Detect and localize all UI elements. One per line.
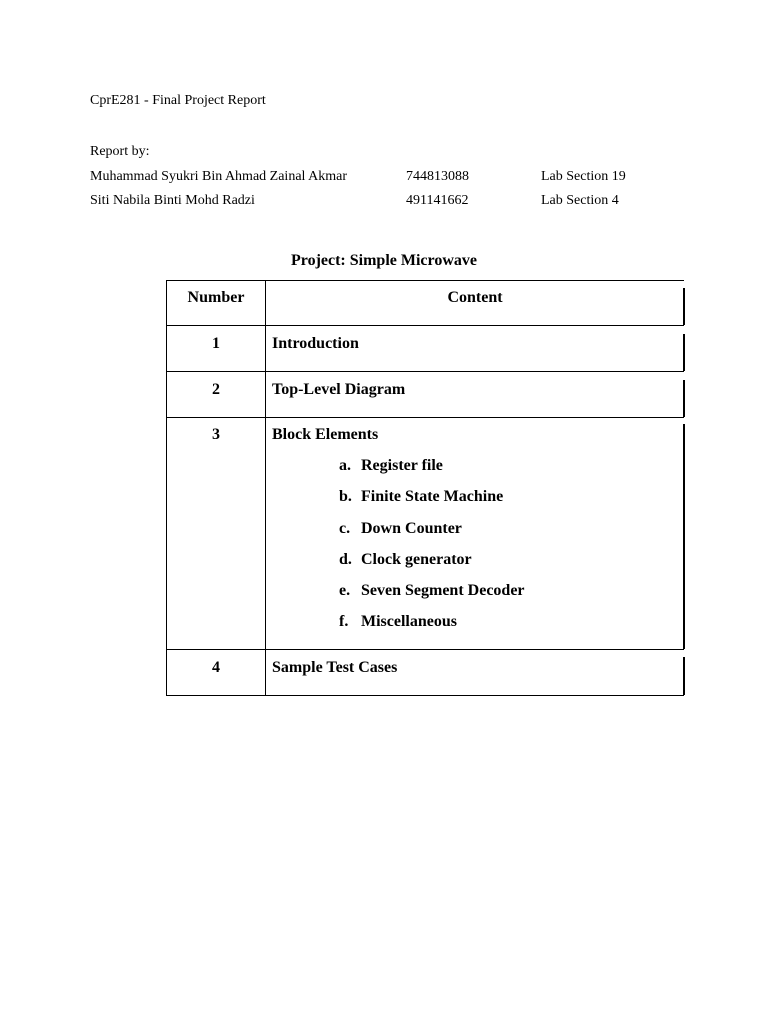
report-by-label: Report by: bbox=[90, 144, 150, 159]
table-rule bbox=[166, 325, 684, 326]
sub-item-text: Finite State Machine bbox=[361, 488, 504, 505]
row-content: Top-Level Diagram bbox=[272, 381, 406, 398]
author-lab-section: Lab Section 4 bbox=[541, 193, 619, 208]
table-rule bbox=[166, 280, 684, 281]
table-rule bbox=[166, 417, 684, 418]
table-rule bbox=[683, 657, 685, 695]
sub-item bbox=[339, 612, 457, 632]
content-column-header: Content bbox=[447, 289, 503, 306]
sub-item bbox=[339, 550, 472, 570]
sub-item bbox=[339, 581, 525, 601]
author-lab-section: Lab Section 19 bbox=[541, 169, 626, 184]
sub-item-letter: c. bbox=[339, 520, 351, 537]
contents-table bbox=[166, 280, 685, 696]
sub-item-letter: e. bbox=[339, 582, 351, 599]
row-number: 4 bbox=[212, 659, 220, 676]
table-rule bbox=[683, 334, 685, 371]
sub-item bbox=[339, 487, 503, 507]
sub-item-text: Seven Segment Decoder bbox=[361, 582, 525, 599]
sub-item-letter: f. bbox=[339, 613, 349, 630]
table-rule bbox=[683, 424, 685, 649]
row-content: Block Elements bbox=[272, 426, 379, 443]
table-rule bbox=[166, 649, 684, 650]
author-id: 491141662 bbox=[406, 193, 469, 208]
table-rule bbox=[166, 695, 684, 696]
number-column-header: Number bbox=[187, 289, 245, 306]
table-rule bbox=[166, 371, 684, 372]
sub-item-text: Down Counter bbox=[361, 520, 462, 537]
row-content: Introduction bbox=[272, 335, 359, 352]
row-number: 3 bbox=[212, 426, 220, 443]
row-number: 1 bbox=[212, 335, 220, 352]
sub-item bbox=[339, 519, 462, 539]
row-number: 2 bbox=[212, 381, 220, 398]
sub-item-text: Clock generator bbox=[361, 551, 472, 568]
table-rule bbox=[683, 380, 685, 417]
sub-item-text: Miscellaneous bbox=[361, 613, 457, 630]
author-id: 744813088 bbox=[406, 169, 469, 184]
sub-item-letter: b. bbox=[339, 488, 352, 505]
sub-item-letter: a. bbox=[339, 457, 351, 474]
sub-item-letter: d. bbox=[339, 551, 352, 568]
project-title: Project: Simple Microwave bbox=[290, 252, 477, 269]
sub-item-text: Register file bbox=[361, 457, 443, 474]
sub-item bbox=[339, 456, 443, 476]
author-name: Muhammad Syukri Bin Ahmad Zainal Akmar bbox=[90, 169, 348, 184]
author-name: Siti Nabila Binti Mohd Radzi bbox=[90, 193, 255, 208]
row-content: Sample Test Cases bbox=[272, 659, 398, 676]
report-title: CprE281 - Final Project Report bbox=[90, 93, 266, 108]
